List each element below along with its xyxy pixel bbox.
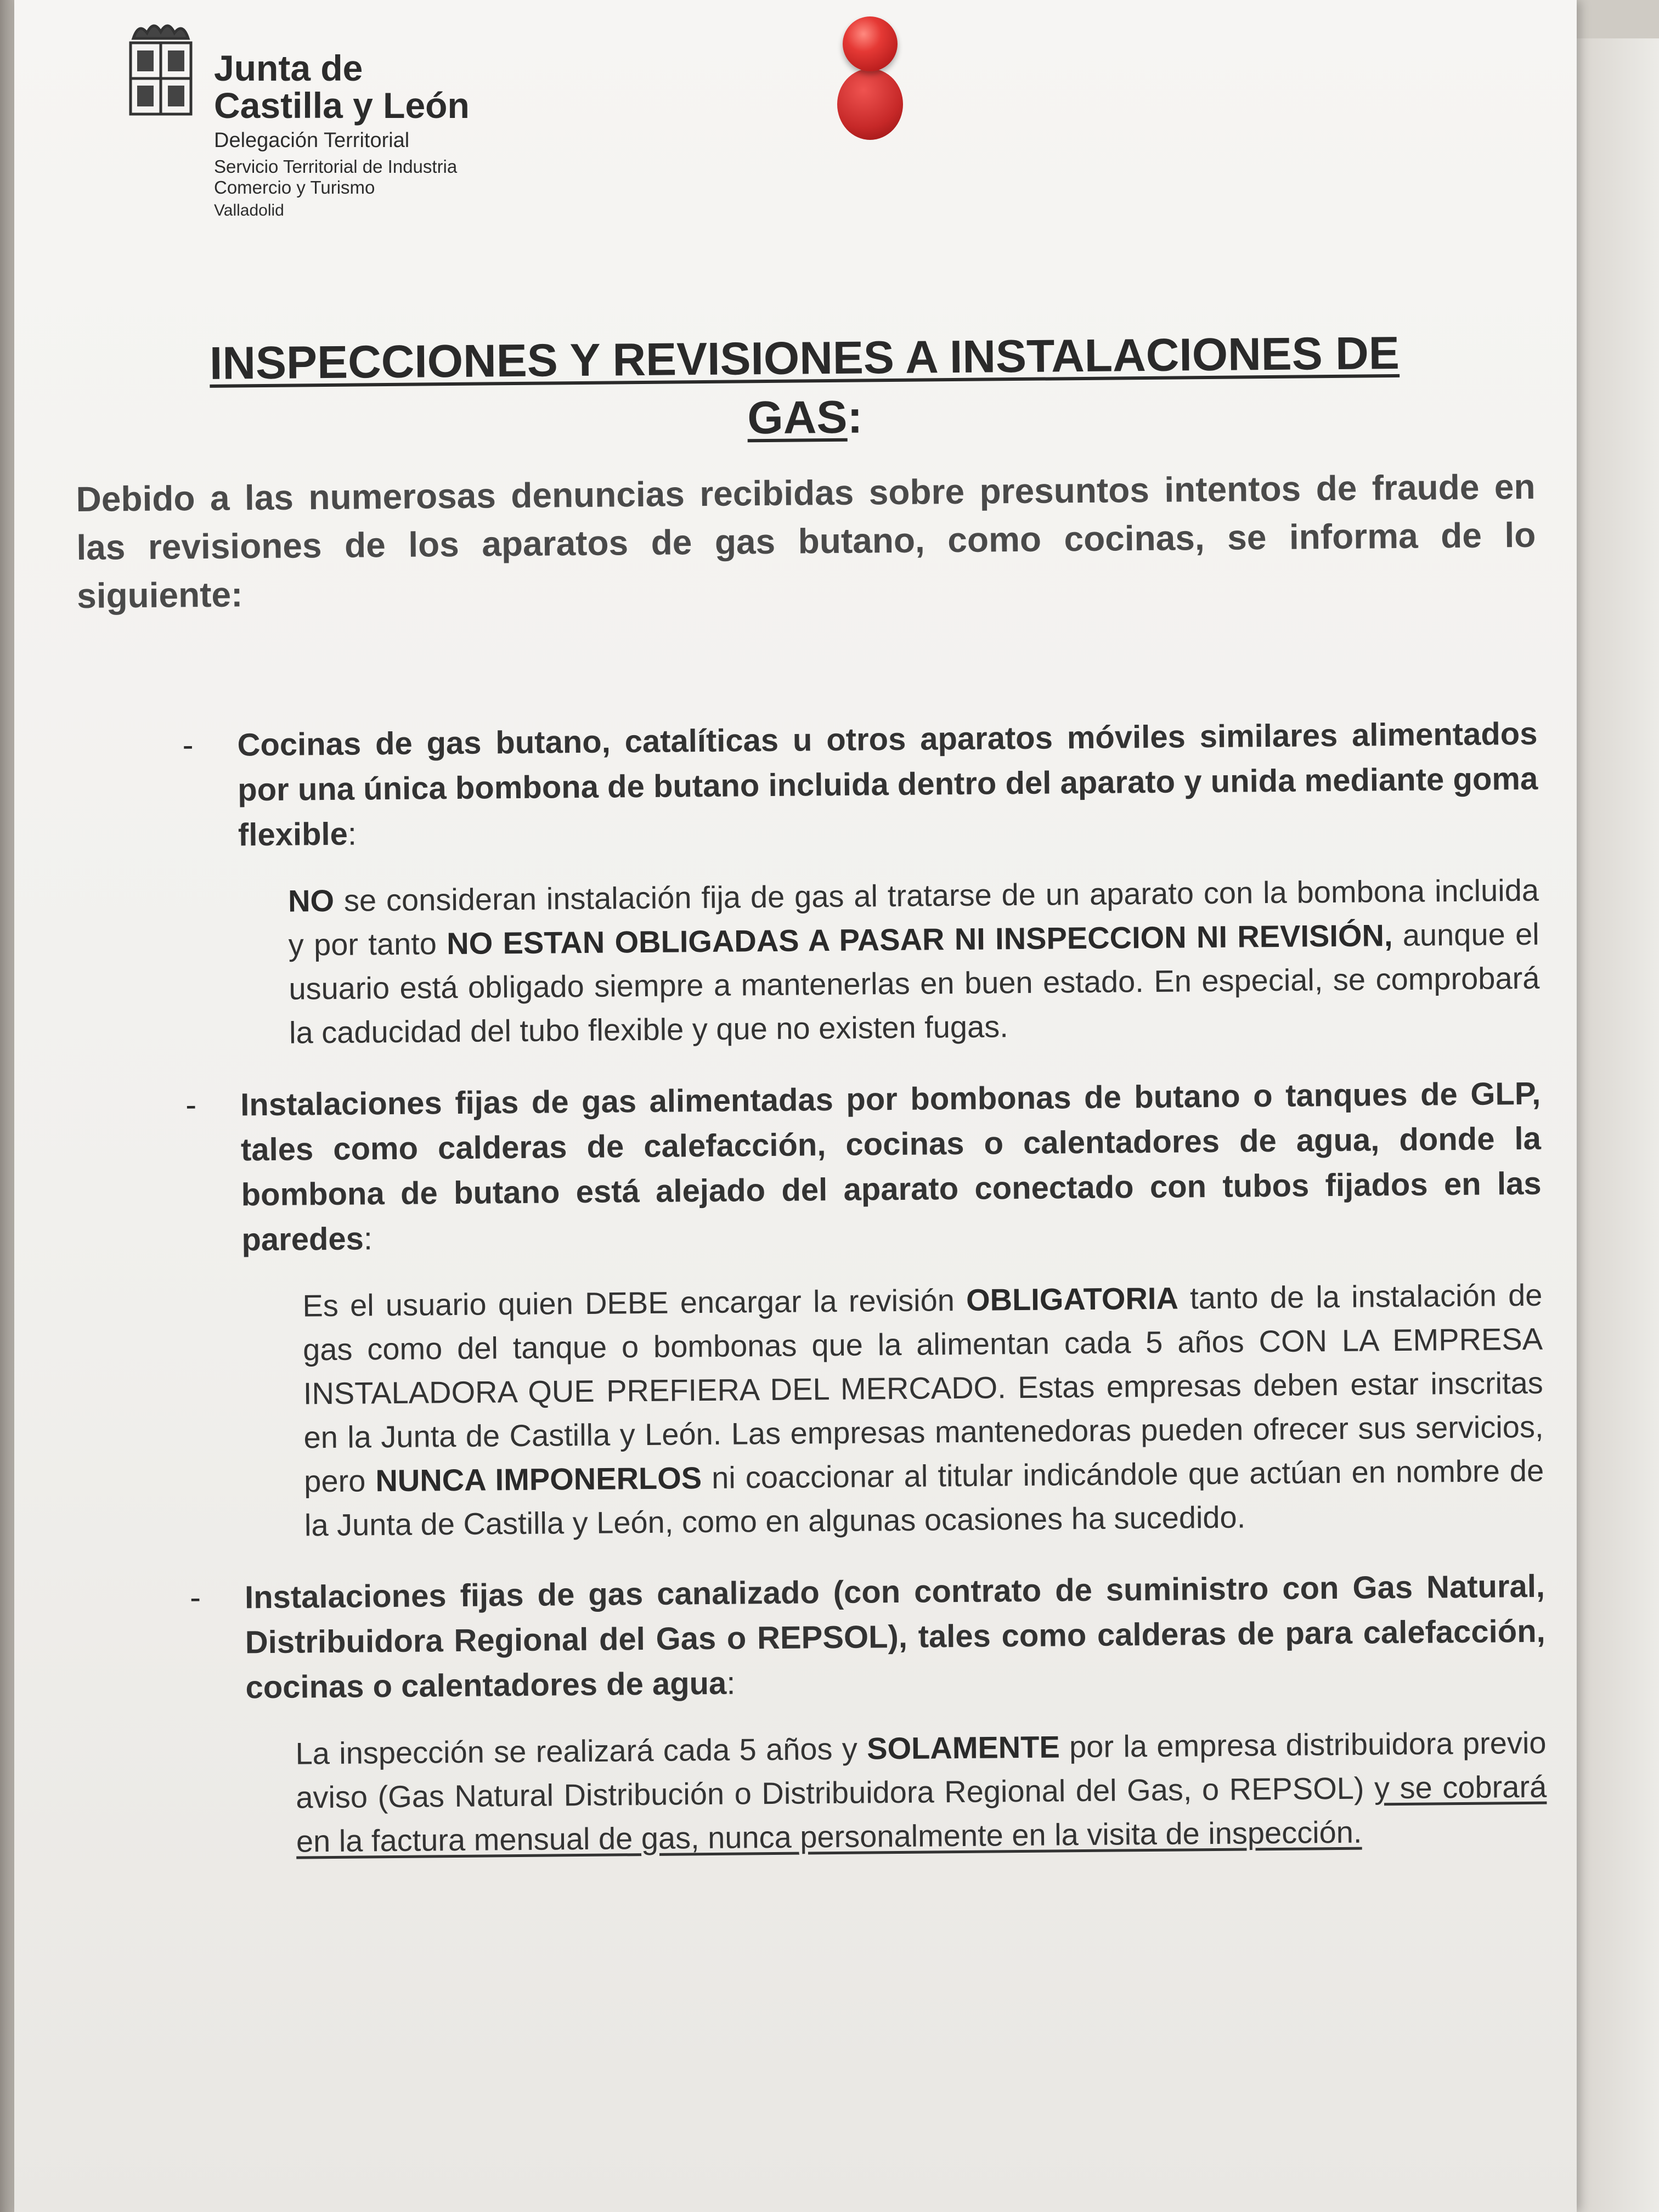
item-body-bold: OBLIGATORIA: [966, 1280, 1179, 1317]
background-second-sheet: [1575, 38, 1659, 2212]
service-line2: Comercio y Turismo: [214, 177, 375, 198]
org-department: [214, 129, 457, 221]
item-heading-colon: :: [363, 1221, 373, 1257]
item-body: [295, 1721, 1547, 1864]
notice-title: [75, 322, 1535, 453]
org-name-line2: Castilla y León: [214, 85, 470, 126]
item-body-text: ni coaccionar al titular indicándole que actúan en nombre de la Junta de Castilla y León, como en algunas ocasiones ha sucedido.: [304, 1453, 1544, 1543]
list-item: [86, 1564, 1547, 1865]
list-dash: -: [185, 1086, 197, 1124]
item-heading: [245, 1564, 1546, 1711]
coat-of-arms-icon: [120, 16, 202, 132]
item-heading: [237, 712, 1538, 858]
title-line2: GAS: [747, 391, 848, 444]
notice-content: [75, 322, 1548, 1893]
service-line1: Servicio Territorial de Industria: [214, 156, 458, 177]
item-heading-text: Instalaciones fijas de gas alimentadas por bombonas de butano o tanques de GLP, tales como calderas de calefacción, cocinas o calentadores de agua, donde la bombona de butano está alejado del aparato conectado con tubos fijados en las paredes: [240, 1075, 1542, 1258]
red-pushpin-icon: [837, 16, 903, 93]
intro-paragraph: Debido a las numerosas denuncias recibidas sobre presuntos intentos de fraude en las revisiones de los aparatos de gas butano, como cocinas, se informa de lo siguiente:: [76, 466, 1536, 616]
city: Valladolid: [214, 201, 284, 219]
item-body-bold: SOLAMENTE: [866, 1729, 1060, 1766]
item-body-text: Es el usuario quien DEBE encargar la revisión: [302, 1282, 967, 1323]
list-item: [81, 1071, 1544, 1549]
item-heading: [240, 1071, 1542, 1263]
list-dash: -: [182, 726, 194, 764]
delegation: Delegación Territorial: [214, 129, 410, 152]
item-heading-text: Cocinas de gas butano, catalíticas u otros aparatos móviles similares alimentados por una única bombona de butano incluida dentro del aparato y unida mediante goma flexible: [237, 715, 1538, 853]
item-heading-colon: :: [347, 816, 357, 852]
item-body-text: se consideran instalación fija de gas al tratarse de un aparato con la bombona incluida y por tanto: [288, 872, 1539, 962]
title-line1: INSPECCIONES Y REVISIONES A INSTALACIONES DE: [209, 326, 1400, 389]
item-body-underlined: y se cobrará en la factura mensual de gas, nunca personalmente en la visita de inspección.: [296, 1769, 1547, 1859]
item-body-text: tanto de la instalación de gas como del tanque o bombonas que la alimentan cada 5 años CON LA EMPRESA INSTALADORA QUE PREFIERA DEL MERCADO. Estas empresas deben estar inscritas en la Junta de Castilla y León. Las empresas mantenedoras pueden ofrecer sus servicios, pero: [302, 1277, 1544, 1499]
background-left-edge: [0, 0, 14, 2212]
letterhead: [106, 16, 600, 247]
item-body-text: por la empresa distribuidora previo aviso (Gas Natural Distribución o Distribuidora Regional del Gas, o REPSOL): [296, 1725, 1547, 1815]
list-item: [78, 712, 1540, 1057]
item-body-bold: NUNCA IMPONERLOS: [375, 1460, 702, 1498]
item-body-text: La inspección se realizará cada 5 años y: [295, 1731, 867, 1771]
org-name: [214, 49, 470, 124]
item-heading-colon: :: [726, 1665, 736, 1701]
notice-paper: [14, 0, 1577, 2212]
title-colon: :: [847, 391, 863, 443]
item-body: [288, 868, 1541, 1055]
org-name-line1: Junta de: [214, 48, 363, 88]
item-heading-text: Instalaciones fijas de gas canalizado (con contrato de suministro con Gas Natural, Distribuidora Regional del Gas o REPSOL), tales como calderas de para calefacción, cocinas o calentadores de agua: [244, 1568, 1546, 1706]
item-body-bold: NO: [287, 883, 335, 918]
item-body-bold: NO ESTAN OBLIGADAS A PASAR NI INSPECCION NI REVISIÓN,: [446, 918, 1393, 961]
list-dash: -: [189, 1579, 201, 1616]
item-body-text: aunque el usuario está obligado siempre a mantenerlas en buen estado. En especial, se comprobará la caducidad del tubo flexible y que no existen fugas.: [289, 916, 1540, 1050]
item-body: [302, 1273, 1544, 1548]
